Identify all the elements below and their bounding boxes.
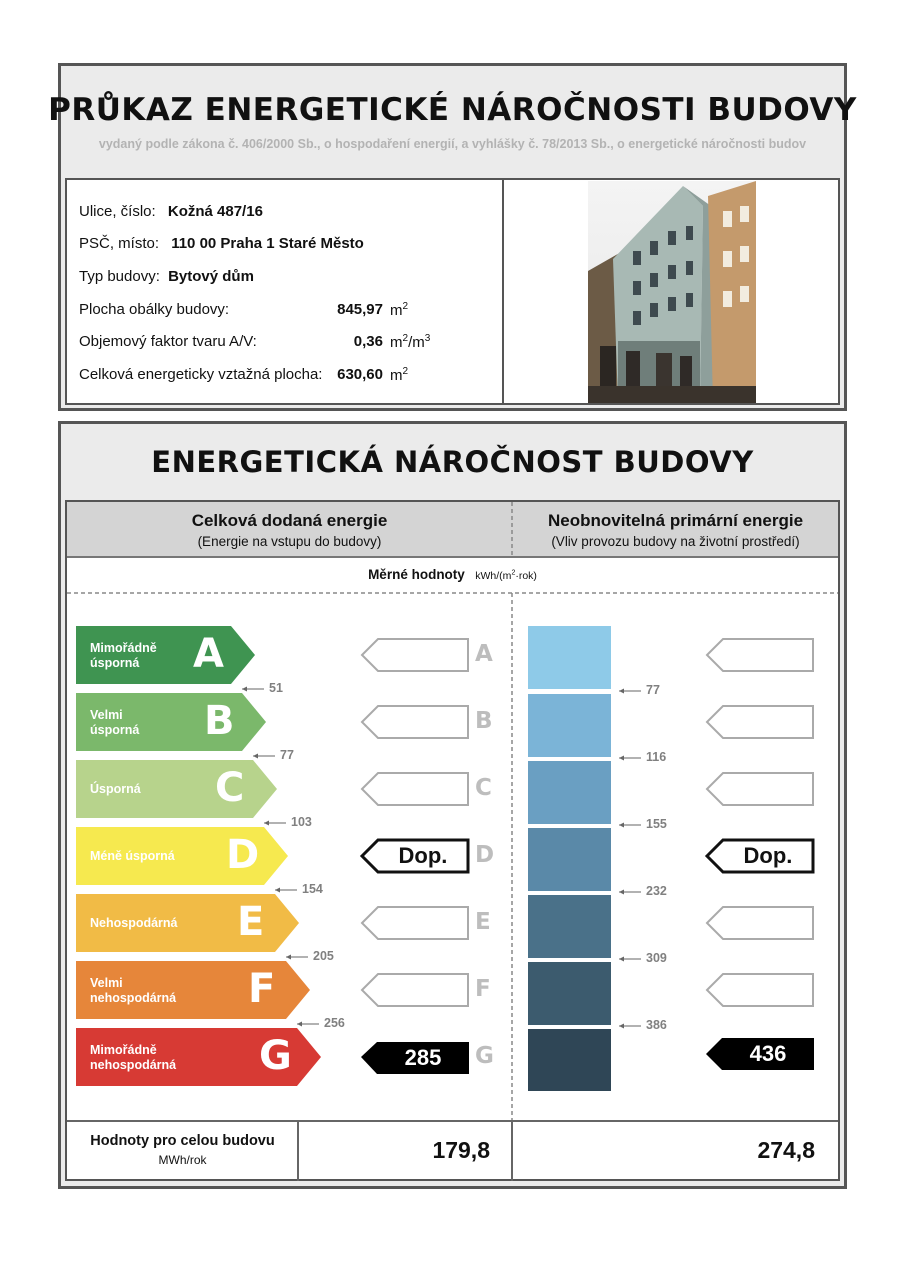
right-threshold-2: 155 [646,817,667,831]
city-value: 110 00 Praha 1 Staré Město [171,235,364,252]
primary-energy-block-b [528,694,611,757]
class-label-e: Nehospodárná [90,916,178,930]
area-label: Celková energeticky vztažná plocha: [79,366,323,383]
right-reference-label: Dop. [743,843,793,868]
class-sublabel-f: nehospodárná [90,991,177,1005]
shape-value: 0,36 [353,333,383,350]
left-empty-marker-c [362,773,468,805]
shape-label: Objemový faktor tvaru A/V: [79,333,257,350]
primary-energy-block-f [528,962,611,1025]
class-label-c: Úsporná [90,782,141,796]
left-header-title: Celková dodaná energie [191,511,388,530]
left-grade-letter-b: B [475,708,493,734]
class-letter-c: C [215,765,245,811]
class-sublabel-g: nehospodárná [90,1058,177,1072]
class-label-a: Mimořádně [90,641,157,655]
right-header-title: Neobnovitelná primární energie [547,511,804,530]
left-value: 285 [404,1045,442,1070]
left-grade-letter-g: G [475,1043,494,1069]
page-subtitle: vydaný podle zákona č. 406/2000 Sb., o hospodaření energií, a vyhlášky č. 78/2013 Sb., o energetické náročnosti budov [98,137,807,151]
right-value: 436 [749,1041,787,1066]
footer-right-value: 274,8 [757,1137,815,1163]
class-sublabel-a: úsporná [90,656,140,670]
right-empty-marker-c [707,773,813,805]
right-empty-marker-f [707,974,813,1006]
left-threshold-5: 256 [324,1016,345,1030]
left-reference-label: Dop. [398,843,448,868]
left-header-subtitle: (Energie na vstupu do budovy) [197,534,382,549]
primary-energy-block-a [528,626,611,689]
right-empty-marker-a [707,639,813,671]
class-sublabel-b: úsporná [90,723,140,737]
primary-energy-block-d [528,828,611,891]
right-threshold-arrowhead-3 [619,890,624,895]
left-threshold-arrowhead-3 [275,888,280,893]
right-header-subtitle: (Vliv provozu budovy na životní prostředí) [551,534,800,549]
class-label-d: Méně úsporná [90,849,175,863]
class-letter-e: E [237,899,265,945]
left-grade-letter-f: F [475,976,491,1002]
footer-label-cell [67,1133,298,1167]
class-letter-g: G [259,1033,292,1079]
class-letter-f: F [248,966,276,1012]
right-threshold-3: 232 [646,884,667,898]
left-empty-marker-f [362,974,468,1006]
left-grade-letter-a: A [475,641,493,667]
left-grade-letter-d: D [475,842,495,868]
type-label: Typ budovy: [79,268,160,285]
page-title: PRŮKAZ ENERGETICKÉ NÁROČNOSTI BUDOVY [48,92,857,128]
footer-left-value: 179,8 [432,1137,490,1163]
right-threshold-arrowhead-4 [619,957,624,962]
left-threshold-4: 205 [313,949,334,963]
right-threshold-0: 77 [646,683,660,697]
left-empty-marker-a [362,639,468,671]
right-empty-marker-b [707,706,813,738]
envelope-label: Plocha obálky budovy: [79,301,230,318]
right-threshold-arrowhead-1 [619,756,624,761]
left-threshold-arrowhead-2 [264,821,269,826]
class-label-b: Velmi [90,708,123,722]
right-threshold-5: 386 [646,1018,667,1032]
specific-values-label: Měrné hodnoty [368,567,465,582]
street-label: Ulice, číslo: [79,203,156,220]
right-threshold-arrowhead-5 [619,1024,624,1029]
class-letter-a: A [193,631,224,677]
right-threshold-arrowhead-2 [619,823,624,828]
envelope-unit: $m^2$ [390,301,409,319]
area-value: 630,60 [337,366,383,383]
right-threshold-4: 309 [646,951,667,965]
left-threshold-1: 77 [280,748,294,762]
envelope-value: 845,97 [337,301,383,318]
footer-unit: MWh/rok [158,1153,207,1167]
street-value: Kožná 487/16 [167,203,263,220]
class-letter-d: D [226,832,260,878]
left-threshold-0: 51 [269,681,283,695]
primary-energy-block-e [528,895,611,958]
primary-energy-block-c [528,761,611,824]
class-label-g: Mimořádně [90,1043,157,1057]
left-threshold-2: 103 [291,815,312,829]
left-empty-marker-e [362,907,468,939]
left-threshold-arrowhead-1 [253,754,258,759]
left-threshold-arrowhead-4 [286,955,291,960]
left-empty-marker-b [362,706,468,738]
city-label: PSČ, místo: [79,235,160,252]
right-threshold-arrowhead-0 [619,689,624,694]
class-letter-b: B [204,698,235,744]
primary-energy-block-g [528,1029,611,1091]
footer-label: Hodnoty pro celou budovu [90,1133,275,1149]
left-threshold-3: 154 [302,882,323,896]
left-threshold-arrowhead-0 [242,687,247,692]
left-grade-letter-c: C [475,775,492,801]
rating-title: ENERGETICKÁ NÁROČNOST BUDOVY [151,445,754,479]
shape-unit: $m^2/m^3$ [390,333,431,351]
right-empty-marker-e [707,907,813,939]
left-grade-letter-e: E [475,909,491,935]
class-label-f: Velmi [90,976,123,990]
left-threshold-arrowhead-5 [297,1022,302,1027]
right-threshold-1: 116 [646,750,667,764]
specific-values-unit: kWh/$(m^2\cdot rok)$ [475,569,537,582]
area-unit: $m^2$ [390,366,409,384]
type-value: Bytový dům [168,268,254,285]
